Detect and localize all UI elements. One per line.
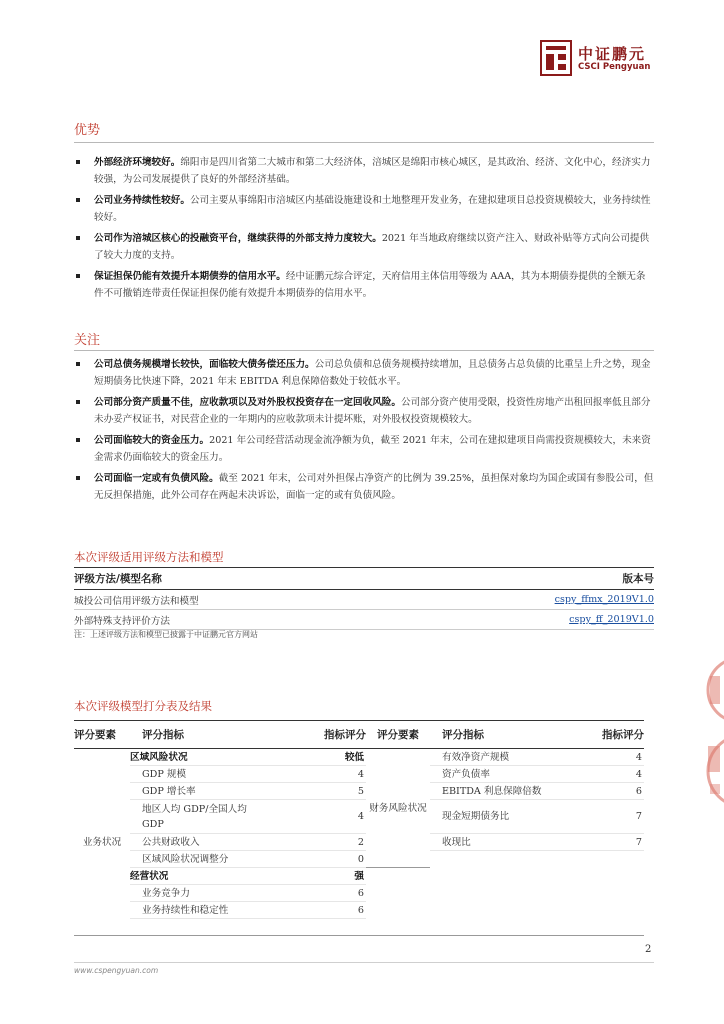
list-item-lead: 公司作为涪城区核心的投融资平台，继续获得的外部支持力度较大。	[94, 233, 382, 244]
score-value: 0	[268, 851, 366, 868]
column-header: 评分指标	[430, 721, 570, 749]
section-divider	[74, 350, 654, 351]
table-row	[74, 851, 644, 868]
list-item-text: 公司部分资产使用受限，投资性房地产出租回报率低且部分未办妥产权证书，对民营企业的一年期内的应收款项未计提坏账，对外股权投资规模较大。	[94, 397, 651, 425]
strengths-heading: 优势	[74, 123, 101, 138]
score-indicator: 资产负债率	[430, 766, 570, 783]
bullet-square-icon	[76, 274, 80, 278]
method-name: 外部特殊支持评价方法	[74, 610, 397, 630]
score-indicator: 地区人均 GDP/全国人均 GDP	[130, 800, 268, 834]
list-item	[74, 230, 654, 264]
score-indicator: 公共财政收入	[130, 834, 268, 851]
list-item	[74, 432, 654, 466]
list-item-lead: 公司面临一定或有负债风险。	[94, 473, 219, 484]
list-item	[74, 268, 654, 302]
bullet-square-icon	[76, 198, 80, 202]
score-value: 4	[570, 749, 644, 766]
footer-divider	[74, 962, 654, 963]
strengths-list	[74, 154, 654, 306]
list-item	[74, 192, 654, 226]
bullet-square-icon	[76, 160, 80, 164]
side-seal-stamp	[700, 660, 724, 720]
table-row	[74, 919, 644, 936]
column-header: 评分要素	[74, 721, 130, 749]
table-row	[74, 902, 644, 919]
table-row	[74, 885, 644, 902]
list-item-lead: 公司总债务规模增长较快，面临较大债务偿还压力。	[94, 359, 315, 370]
list-item-lead: 保证担保仍能有效提升本期债券的信用水平。	[94, 271, 286, 282]
bullet-square-icon	[76, 438, 80, 442]
score-indicator: 现金短期债务比	[430, 800, 570, 834]
score-group-label: 经营状况	[130, 868, 268, 885]
score-value: 7	[570, 800, 644, 834]
method-name: 城投公司信用评级方法和模型	[74, 590, 397, 610]
list-item-text: 2021 年当地政府继续以资产注入、财政补贴等方式向公司提供了较大力度的支持。	[94, 233, 650, 261]
table-row	[74, 766, 644, 783]
concerns-list	[74, 356, 654, 508]
list-item-text: 公司总负债和总债务规模持续增加，且总债务占总负债的比重呈上升之势，现金短期债务比快速下降，2021 年末 EBITDA 利息保障倍数处于较低水平。	[94, 359, 651, 387]
methods-table	[74, 567, 654, 630]
score-indicator: GDP 增长率	[130, 783, 268, 800]
column-header: 评分指标	[130, 721, 268, 749]
csci-logo-icon	[540, 40, 572, 76]
method-version-link[interactable]: cspy_ffmx_2019V1.0	[554, 594, 654, 605]
seal-fragment-icon	[700, 736, 724, 806]
score-value: 7	[570, 834, 644, 851]
bullet-square-icon	[76, 236, 80, 240]
table-row	[74, 610, 654, 630]
company-logo	[540, 40, 656, 76]
method-version-link[interactable]: cspy_ff_2019V1.0	[569, 614, 654, 625]
score-indicator: 有效净资产规模	[430, 749, 570, 766]
concerns-heading: 关注	[74, 333, 101, 348]
seal-fragment-icon	[700, 660, 724, 720]
score-value: 6	[570, 783, 644, 800]
score-value: 4	[570, 766, 644, 783]
score-value: 4	[268, 800, 366, 834]
list-item-lead: 公司面临较大的资金压力。	[94, 435, 210, 446]
footer-url[interactable]: www.cspengyuan.com	[74, 966, 159, 975]
score-value: 6	[268, 885, 366, 902]
list-item-lead: 外部经济环境较好。	[94, 157, 181, 168]
side-seal-stamp	[700, 736, 724, 806]
score-element-label: 财务风险状况	[366, 749, 430, 868]
section-divider	[74, 142, 654, 143]
score-value: 2	[268, 834, 366, 851]
score-indicator: 收现比	[430, 834, 570, 851]
logo-english-name: CSCI Pengyuan	[578, 62, 651, 72]
list-item-lead: 公司业务持续性较好。	[94, 195, 190, 206]
table-row	[74, 590, 654, 610]
score-indicator: 区域风险状况调整分	[130, 851, 268, 868]
score-element-label: 业务状况	[74, 749, 130, 936]
score-value: 5	[268, 783, 366, 800]
list-item	[74, 154, 654, 188]
table-row	[74, 868, 644, 885]
list-item	[74, 394, 654, 428]
column-header: 指标评分	[268, 721, 366, 749]
list-item	[74, 470, 654, 504]
table-row	[74, 749, 644, 766]
list-item-text: 公司主要从事绵阳市涪城区内基础设施建设和土地整理开发业务，在建拟建项目总投资规模较大，业务持续性较好。	[94, 195, 651, 223]
scores-table-title: 本次评级模型打分表及结果	[74, 699, 212, 713]
score-value: 4	[268, 766, 366, 783]
methods-note: 注：上述评级方法和模型已披露于中证鹏元官方网站	[74, 630, 258, 639]
bullet-square-icon	[76, 400, 80, 404]
bullet-square-icon	[76, 362, 80, 366]
column-header: 评级方法/模型名称	[74, 568, 397, 590]
page-number: 2	[645, 944, 652, 955]
logo-chinese-name: 中证鹏元	[578, 45, 647, 63]
score-group-value: 较低	[268, 749, 366, 766]
methods-table-title: 本次评级适用评级方法和模型	[74, 550, 224, 564]
score-indicator: EBITDA 利息保障倍数	[430, 783, 570, 800]
table-row	[74, 783, 644, 800]
column-header: 版本号	[397, 568, 654, 590]
list-item-text: 经中证鹏元综合评定，天府信用主体信用等级为 AAA，其为本期债券提供的全额无条件不可撤销连带责任保证担保仍能有效提升本期债券的信用水平。	[94, 271, 646, 299]
score-group-label: 区域风险状况	[130, 749, 268, 766]
list-item-text: 截至 2021 年末，公司对外担保占净资产的比例为 39.25%，虽担保对象均为国企或国有参股公司，但无反担保措施，此外公司存在两起未决诉讼，面临一定的或有负债风险。	[94, 473, 654, 501]
score-value: 6	[268, 902, 366, 919]
list-item-text: 2021 年公司经营活动现金流净额为负，截至 2021 年末，公司在建拟建项目尚需投资规模较大，未来资金需求仍面临较大的资金压力。	[94, 435, 651, 463]
score-group-value: 强	[268, 868, 366, 885]
list-item	[74, 356, 654, 390]
list-item-lead: 公司部分资产质量不佳，应收款项以及对外股权投资存在一定回收风险。	[94, 397, 401, 408]
table-row	[74, 800, 644, 834]
list-item-text: 绵阳市是四川省第二大城市和第二大经济体，涪城区是绵阳市核心城区，是其政治、经济、文化中心，经济实力较强，为公司发展提供了良好的外部经济基础。	[94, 157, 651, 185]
score-indicator: 业务持续性和稳定性	[130, 902, 268, 919]
column-header: 评分要素	[366, 721, 430, 749]
bullet-square-icon	[76, 476, 80, 480]
score-indicator: 业务竞争力	[130, 885, 268, 902]
column-header: 指标评分	[570, 721, 644, 749]
table-row	[74, 834, 644, 851]
score-indicator: GDP 规模	[130, 766, 268, 783]
scores-table	[74, 720, 644, 936]
